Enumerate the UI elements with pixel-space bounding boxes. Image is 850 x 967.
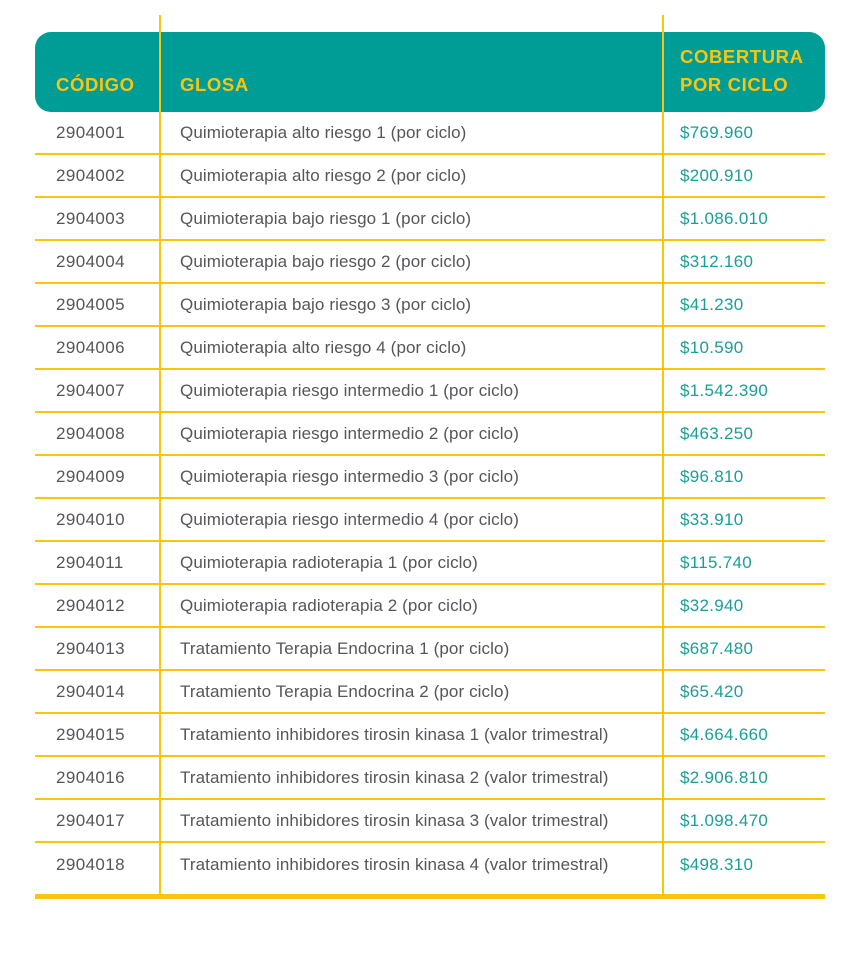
column-divider-codigo-glosa bbox=[159, 15, 161, 894]
table-row bbox=[35, 800, 825, 843]
column-header-codigo: CÓDIGO bbox=[56, 74, 135, 96]
table-row bbox=[35, 628, 825, 671]
row-glosa: Quimioterapia alto riesgo 4 (por ciclo) bbox=[180, 337, 467, 357]
row-codigo: 2904012 bbox=[56, 595, 125, 615]
row-glosa: Quimioterapia alto riesgo 1 (por ciclo) bbox=[180, 122, 467, 142]
row-codigo: 2904006 bbox=[56, 337, 125, 357]
row-codigo: 2904001 bbox=[56, 122, 125, 142]
row-cobertura: $769.960 bbox=[680, 122, 754, 142]
row-codigo: 2904004 bbox=[56, 251, 125, 271]
row-codigo: 2904010 bbox=[56, 509, 125, 529]
row-cobertura: $1.542.390 bbox=[680, 380, 769, 400]
table-row bbox=[35, 327, 825, 370]
table-bottom-rule bbox=[35, 894, 825, 899]
row-cobertura: $4.664.660 bbox=[680, 724, 769, 744]
row-glosa: Quimioterapia bajo riesgo 3 (por ciclo) bbox=[180, 294, 472, 314]
row-glosa: Tratamiento Terapia Endocrina 2 (por ciclo) bbox=[180, 681, 510, 701]
row-codigo: 2904009 bbox=[56, 466, 125, 486]
row-glosa: Quimioterapia riesgo intermedio 1 (por ciclo) bbox=[180, 380, 519, 400]
row-codigo: 2904016 bbox=[56, 767, 125, 787]
row-glosa: Quimioterapia radioterapia 1 (por ciclo) bbox=[180, 552, 478, 572]
row-glosa: Quimioterapia riesgo intermedio 3 (por ciclo) bbox=[180, 466, 519, 486]
row-codigo: 2904002 bbox=[56, 165, 125, 185]
row-cobertura: $115.740 bbox=[680, 552, 753, 572]
row-cobertura: $2.906.810 bbox=[680, 767, 769, 787]
row-codigo: 2904005 bbox=[56, 294, 125, 314]
table-row bbox=[35, 757, 825, 800]
row-cobertura: $463.250 bbox=[680, 423, 754, 443]
table-row bbox=[35, 714, 825, 757]
table-header-row bbox=[35, 32, 825, 112]
row-codigo: 2904015 bbox=[56, 724, 125, 744]
table-row bbox=[35, 843, 825, 894]
row-glosa: Tratamiento inhibidores tirosin kinasa 2 (valor trimestral) bbox=[180, 767, 609, 787]
row-codigo: 2904018 bbox=[56, 854, 125, 874]
table-row bbox=[35, 413, 825, 456]
row-cobertura: $65.420 bbox=[680, 681, 744, 701]
row-glosa: Quimioterapia bajo riesgo 1 (por ciclo) bbox=[180, 208, 472, 228]
row-cobertura: $10.590 bbox=[680, 337, 744, 357]
row-glosa: Tratamiento inhibidores tirosin kinasa 4 (valor trimestral) bbox=[180, 854, 609, 874]
table-row bbox=[35, 499, 825, 542]
column-header-glosa: GLOSA bbox=[180, 74, 249, 96]
table-row bbox=[35, 198, 825, 241]
row-glosa: Quimioterapia riesgo intermedio 4 (por ciclo) bbox=[180, 509, 519, 529]
row-cobertura: $1.098.470 bbox=[680, 810, 769, 830]
table-row bbox=[35, 284, 825, 327]
column-divider-glosa-cobertura bbox=[662, 15, 664, 894]
row-cobertura: $41.230 bbox=[680, 294, 744, 314]
row-glosa: Tratamiento inhibidores tirosin kinasa 1 (valor trimestral) bbox=[180, 724, 609, 744]
table-row bbox=[35, 542, 825, 585]
table-row bbox=[35, 671, 825, 714]
table-body bbox=[35, 112, 825, 894]
row-codigo: 2904013 bbox=[56, 638, 125, 658]
row-glosa: Quimioterapia riesgo intermedio 2 (por ciclo) bbox=[180, 423, 519, 443]
table-row bbox=[35, 370, 825, 413]
row-cobertura: $312.160 bbox=[680, 251, 754, 271]
row-cobertura: $32.940 bbox=[680, 595, 744, 615]
row-glosa: Tratamiento inhibidores tirosin kinasa 3 (valor trimestral) bbox=[180, 810, 609, 830]
row-glosa: Quimioterapia radioterapia 2 (por ciclo) bbox=[180, 595, 478, 615]
table-row bbox=[35, 585, 825, 628]
row-codigo: 2904007 bbox=[56, 380, 125, 400]
row-cobertura: $96.810 bbox=[680, 466, 744, 486]
row-cobertura: $687.480 bbox=[680, 638, 754, 658]
table-row bbox=[35, 155, 825, 198]
row-cobertura: $33.910 bbox=[680, 509, 744, 529]
row-codigo: 2904008 bbox=[56, 423, 125, 443]
row-cobertura: $498.310 bbox=[680, 854, 754, 874]
row-cobertura: $1.086.010 bbox=[680, 208, 769, 228]
row-codigo: 2904011 bbox=[56, 552, 124, 572]
row-codigo: 2904014 bbox=[56, 681, 125, 701]
row-glosa: Tratamiento Terapia Endocrina 1 (por ciclo) bbox=[180, 638, 510, 658]
column-header-cobertura-por-ciclo: COBERTURA POR CICLO bbox=[680, 45, 803, 96]
table-row bbox=[35, 241, 825, 284]
row-glosa: Quimioterapia alto riesgo 2 (por ciclo) bbox=[180, 165, 467, 185]
row-codigo: 2904003 bbox=[56, 208, 125, 228]
row-cobertura: $200.910 bbox=[680, 165, 754, 185]
table-row bbox=[35, 112, 825, 155]
table-row bbox=[35, 456, 825, 499]
row-glosa: Quimioterapia bajo riesgo 2 (por ciclo) bbox=[180, 251, 472, 271]
coverage-table bbox=[35, 32, 825, 899]
row-codigo: 2904017 bbox=[56, 810, 125, 830]
